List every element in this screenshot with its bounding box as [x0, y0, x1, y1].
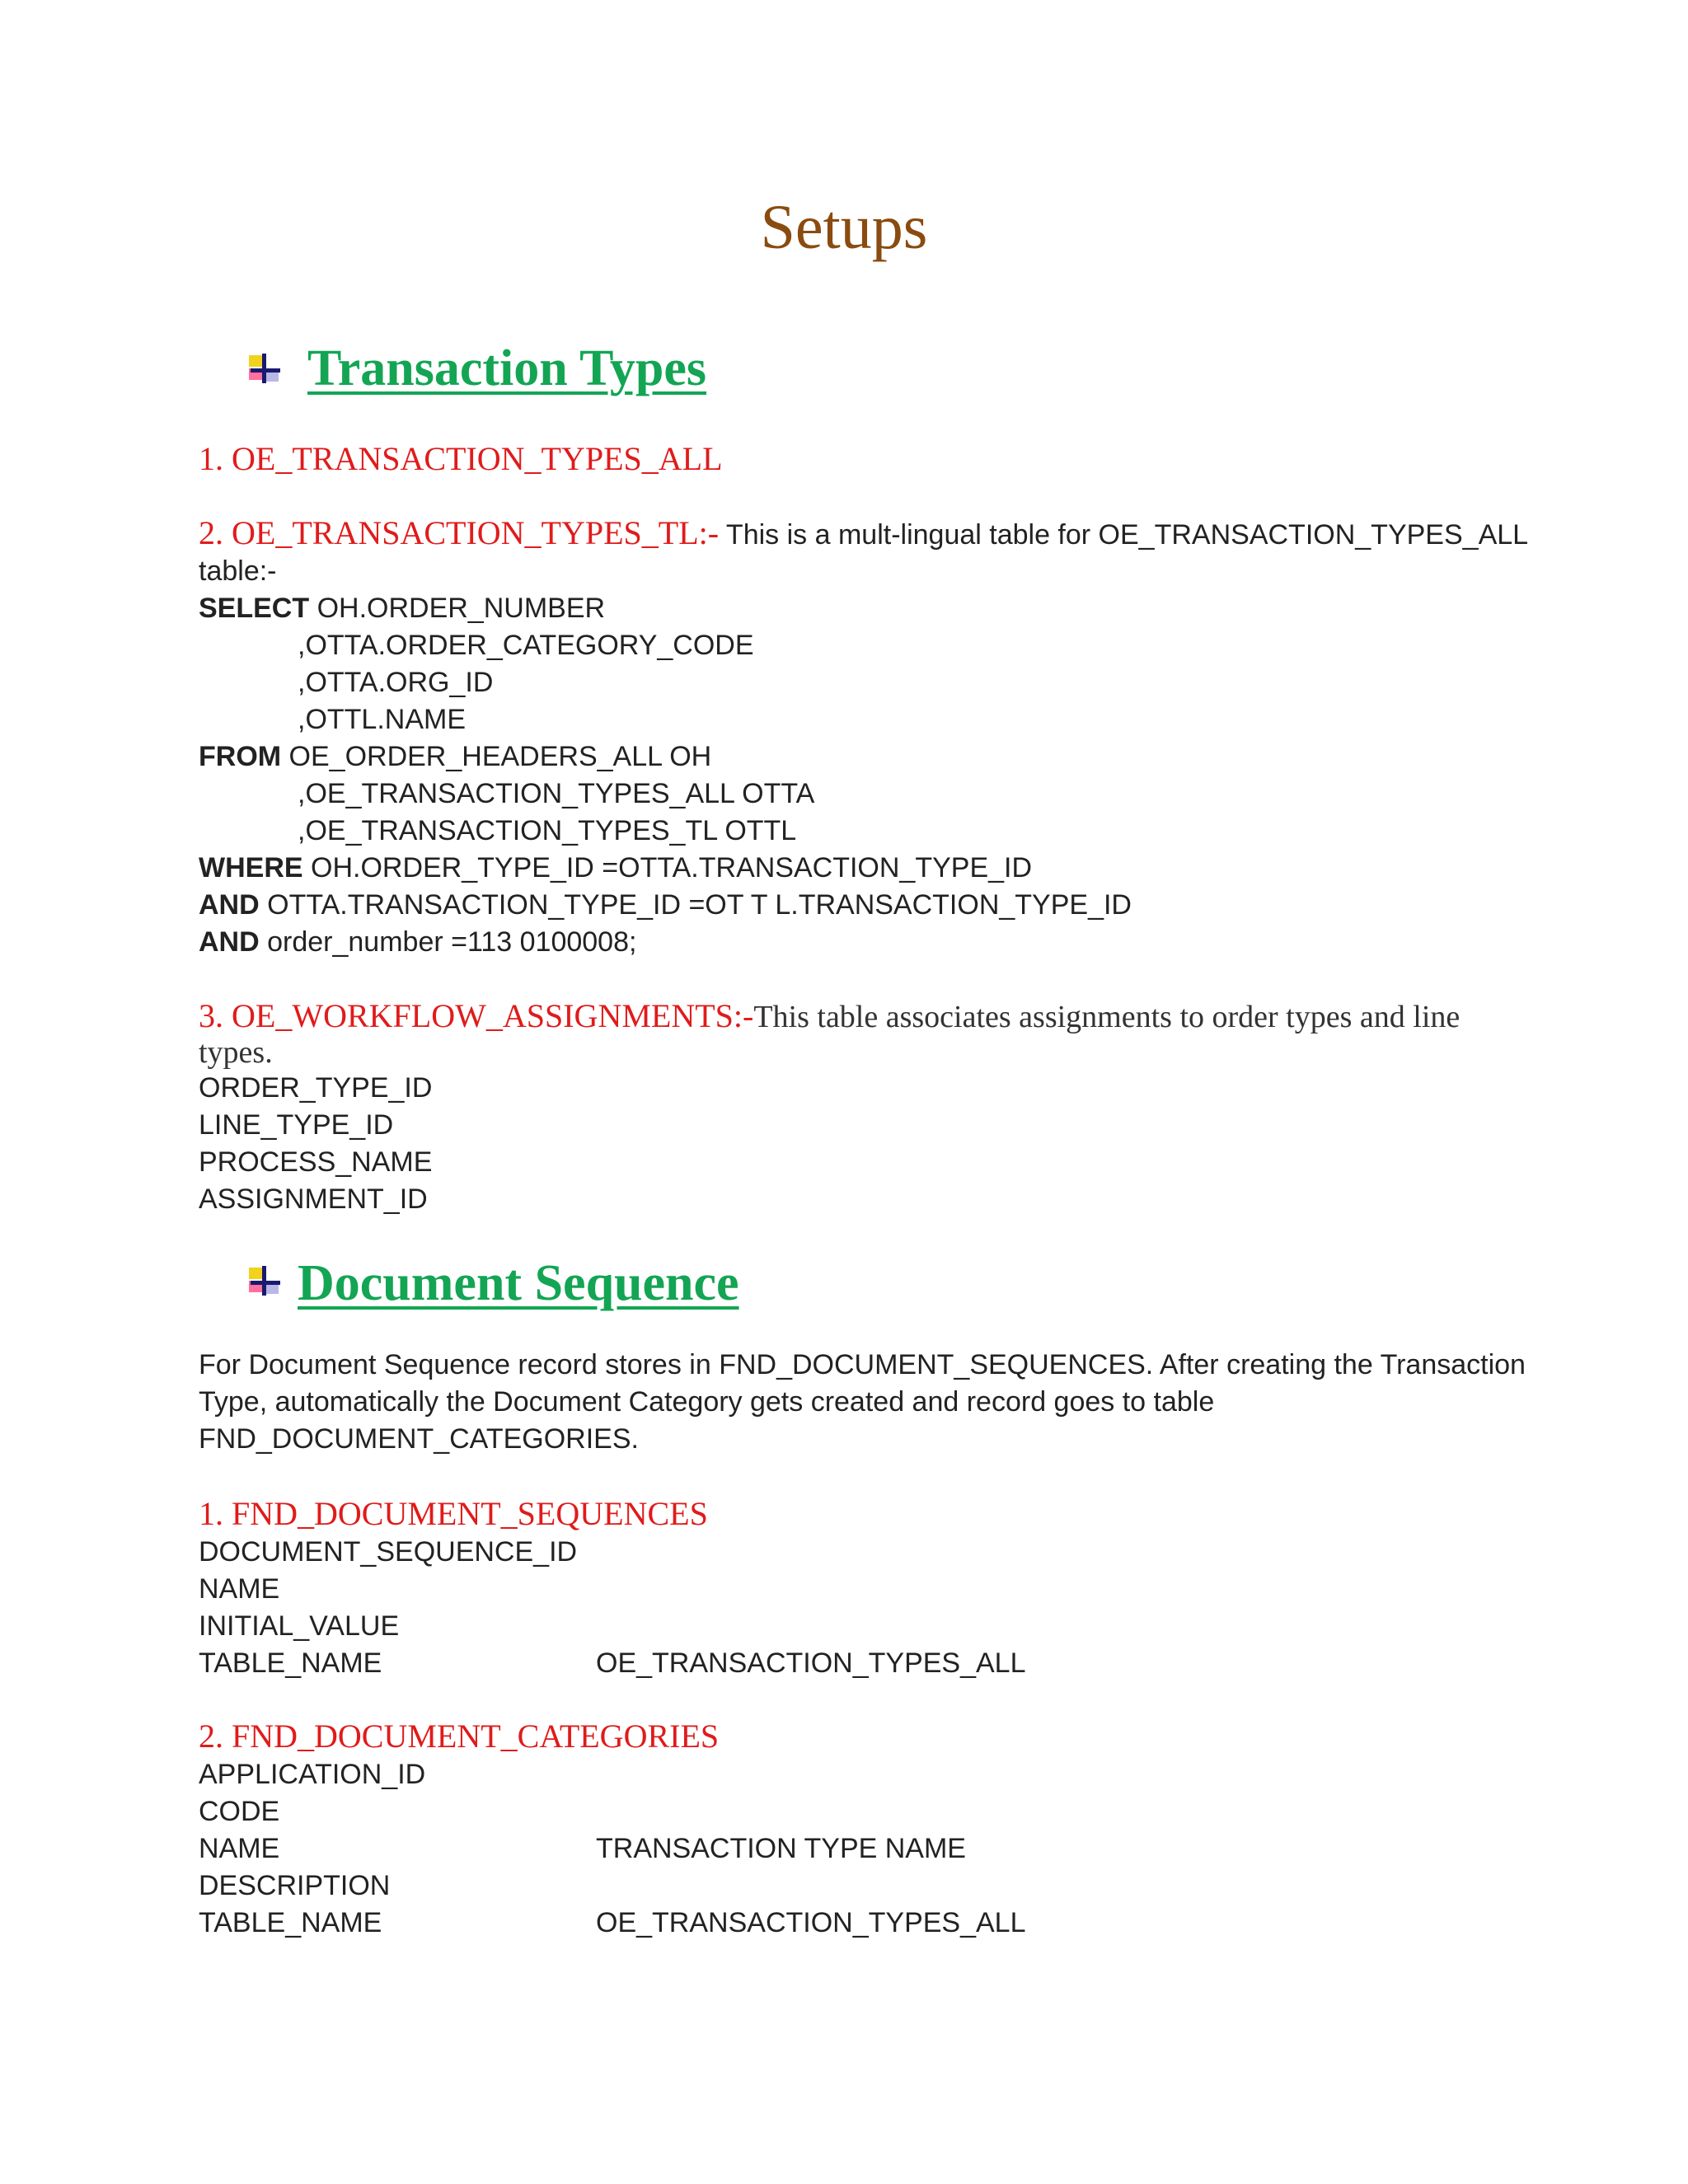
sql-line: FROM OE_ORDER_HEADERS_ALL OH: [199, 741, 712, 772]
item-fnd-document-sequences: 1. FND_DOCUMENT_SEQUENCES: [199, 1495, 708, 1532]
plus-bullet-icon: [247, 1263, 284, 1299]
sql-line: WHERE OH.ORDER_TYPE_ID =OTTA.TRANSACTION_TYPE_ID: [199, 852, 1033, 883]
item-fnd-document-categories: 2. FND_DOCUMENT_CATEGORIES: [199, 1718, 720, 1755]
intro-paragraph-line: FND_DOCUMENT_CATEGORIES.: [199, 1423, 639, 1455]
sql-line: SELECT OH.ORDER_NUMBER: [199, 593, 606, 624]
intro-paragraph-line: For Document Sequence record stores in FND_DOCUMENT_SEQUENCES. After creating the Transaction: [199, 1349, 1526, 1380]
sql-line: AND OTTA.TRANSACTION_TYPE_ID =OT T L.TRANSACTION_TYPE_ID: [199, 889, 1132, 921]
column-name: ASSIGNMENT_ID: [199, 1183, 428, 1215]
sql-line: AND order_number =113 0100008;: [199, 926, 637, 958]
column-name: NAME: [199, 1573, 280, 1605]
column-name: DOCUMENT_SEQUENCE_ID: [199, 1536, 578, 1568]
sql-line: ,OTTA.ORG_ID: [298, 667, 494, 698]
column-name: APPLICATION_ID: [199, 1759, 426, 1790]
column-name: LINE_TYPE_ID: [199, 1109, 394, 1141]
item-label: 2. OE_TRANSACTION_TYPES_TL:-: [199, 514, 720, 551]
item-label: 3. OE_WORKFLOW_ASSIGNMENTS:-: [199, 997, 754, 1034]
column-name: NAME: [199, 1833, 280, 1864]
intro-paragraph-line: Type, automatically the Document Category gets created and record goes to table: [199, 1386, 1215, 1418]
item-description: This is a mult-lingual table for OE_TRANSACTION_TYPES_ALL: [719, 519, 1529, 551]
item-oe-workflow-assignments: [199, 997, 1461, 1034]
column-name: TABLE_NAME: [199, 1907, 382, 1938]
section-heading-document-sequence: Document Sequence: [298, 1255, 739, 1311]
plus-bullet-icon: [247, 350, 284, 387]
column-name: PROCESS_NAME: [199, 1146, 433, 1178]
column-name: CODE: [199, 1796, 280, 1827]
column-name: TABLE_NAME: [199, 1647, 382, 1679]
item-description: This table associates assignments to order types and line: [753, 1000, 1461, 1034]
item-oe-transaction-types-tl: [199, 514, 1529, 551]
sql-line: ,OE_TRANSACTION_TYPES_TL OTTL: [298, 815, 797, 846]
item-description-continued: types.: [199, 1035, 273, 1070]
column-name: ORDER_TYPE_ID: [199, 1072, 433, 1104]
section-heading-transaction-types: Transaction Types: [307, 340, 707, 396]
item-oe-transaction-types-all: 1. OE_TRANSACTION_TYPES_ALL: [199, 440, 723, 477]
sql-line: ,OE_TRANSACTION_TYPES_ALL OTTA: [298, 778, 815, 809]
page-title: Setups: [760, 193, 928, 262]
sql-line: ,OTTL.NAME: [298, 704, 467, 735]
item-description-continued: table:-: [199, 555, 277, 587]
column-name: INITIAL_VALUE: [199, 1610, 400, 1642]
sql-line: ,OTTA.ORDER_CATEGORY_CODE: [298, 630, 754, 661]
column-value: TRANSACTION TYPE NAME: [596, 1833, 966, 1864]
column-name: DESCRIPTION: [199, 1870, 391, 1901]
column-value: OE_TRANSACTION_TYPES_ALL: [596, 1647, 1026, 1679]
column-value: OE_TRANSACTION_TYPES_ALL: [596, 1907, 1026, 1938]
